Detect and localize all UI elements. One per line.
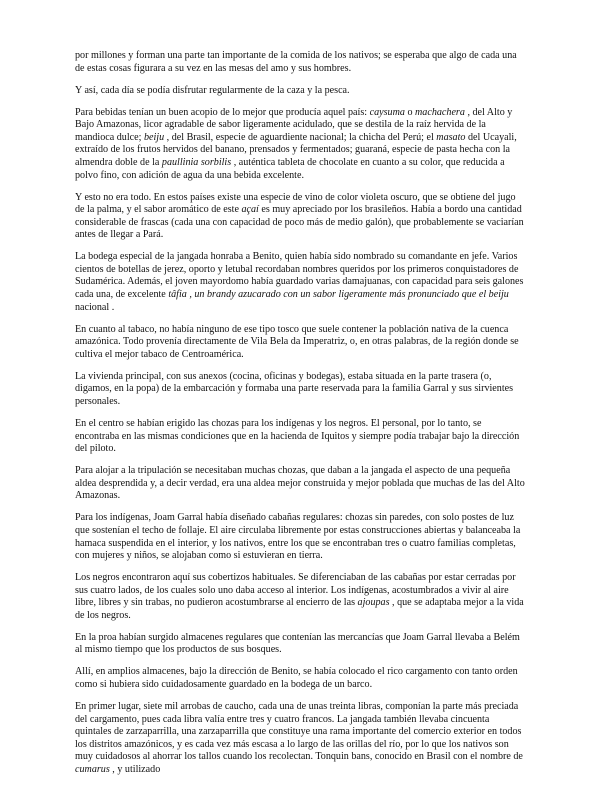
body-paragraph [75, 666, 527, 691]
body-paragraph [75, 418, 527, 456]
body-paragraph [75, 465, 527, 503]
paragraph-text: es muy apreciado por los brasileños. Había a bordo una cantidad considerable de frascas (cada una con capacidad de poco más de medio galón), que probablemente se vaciarían antes de llegar a Pará. [75, 204, 524, 241]
paragraph-text: Allí, en amplios almacenes, bajo la dirección de Benito, se había colocado el rico cargamento con tanto orden como si hubiera sido cuidadosamente guardado en la bodega de un barco. [75, 666, 518, 691]
italic-term: caysuma [369, 106, 405, 118]
paragraph-text: por millones y forman una parte tan importante de la comida de los nativos; se esperaba que algo de cada una de estas cosas figurara a su vez en las mesas del amo y sus hombres. [75, 50, 517, 74]
paragraph-text: Los negros encontraron aquí sus cobertizos habituales. Se diferenciaban de las cabañas por estar cerradas por sus cuatro lados, de los cuales solo uno daba acceso al interior. Los indígenas, acostumbrados a vivir al aire libre, libres y sin trabas, no pudieron acostumbrarse al encierro de las [75, 572, 516, 609]
body-paragraph [75, 371, 527, 409]
paragraph-text: , y utilizado [109, 763, 161, 775]
body-paragraph [75, 632, 527, 657]
body-paragraph [75, 50, 527, 75]
italic-term: masato [436, 131, 466, 143]
paragraph-text: En primer lugar, siete mil arrobas de caucho, cada una de unas treinta libras, componían la parte más preciada del cargamento, pues cada libra valía entre tres y cuatro francos. La jangada también llevaba cincuenta quintales de zarzaparrilla, una zarzaparrilla que constituye una rama importante del comercio exterior en todos los distritos amazónicos, y es cada vez más escasa a lo largo de las orillas del río, por lo que los nativos son muy cuidadosos al ahorrar los tallos cuando los recolectan. Tonquin bans, conocido en Brasil con el nombre de [75, 701, 523, 763]
paragraph-text: En la proa habían surgido almacenes regulares que contenían las mercancías que Joam Garral llevaba a Belém al mismo tiempo que los productos de sus bosques. [75, 631, 520, 656]
paragraph-text: Para bebidas tenían un buen acopio de lo mejor que producía aquel país: [75, 106, 370, 118]
paragraph-text: La vivienda principal, con sus anexos (cocina, oficinas y bodegas), estaba situada en la parte trasera (o, digamos, en la popa) de la embarcación y formaba una parte reservada para la familia Garral y sus sirvientes personales. [75, 370, 514, 407]
body-paragraph [75, 192, 527, 242]
paragraph-text: , del Alto y Bajo Amazonas, licor agradable de sabor ligeramente acidulado, que se destila de la raíz hervida de la mandioca dulce; [75, 106, 513, 143]
body-paragraph [75, 251, 527, 314]
italic-term: machachera [415, 106, 465, 118]
italic-term: tâfia , un brandy azucarado con un sabor ligeramente más pronunciado que el beiju [168, 289, 509, 301]
body-paragraph [75, 85, 527, 98]
italic-term: beiju [143, 131, 165, 143]
paragraph-text: del Ucayali, extraído de los frutos hervidos del banano, prensados y fermentados; guaraná, especie de pasta hecha con la almendra doble de la [75, 131, 517, 168]
paragraph-text: La bodega especial de la jangada honraba a Benito, quien había sido nombrado su comandante en jefe. Varios cientos de botellas de jerez, oporto y letubal recordaban nombres queridos por los primeros conquistadores de Sudamérica. Además, el joven mayordomo había guardado varias damajuanas, con capacidad para seis galones cada una, de excelente [75, 251, 524, 301]
document-page [75, 50, 527, 786]
body-paragraph [75, 512, 527, 562]
paragraph-text: Para alojar a la tripulación se necesitaban muchas chozas, que daban a la jangada el aspecto de una pequeña aldea desprendida y, a decir verdad, era una aldea mejor construida y mejor poblada que muchas de las del Alto Amazonas. [75, 465, 525, 502]
paragraph-text: , que se adaptaba mejor a la vida de los negros. [75, 597, 524, 621]
paragraph-text: Y esto no era todo. En estos países existe una especie de vino de color violeta oscuro, que se obtiene del jugo de la palma, y el sabor aromático de este [75, 191, 516, 216]
paragraph-text: , auténtica tableta de chocolate en cuanto a su color, que reducida a polvo fino, con adición de agua da una bebida excelente. [75, 156, 505, 181]
paragraph-text: o [404, 106, 416, 118]
paragraph-text: nacional . [75, 301, 115, 313]
paragraph-text: Para los indígenas, Joam Garral había diseñado cabañas regulares: chozas sin paredes, con solo postes de luz que sostenían el techo de follaje. El aire circulaba libremente por estas construcciones abiertas y balanceaba la hamaca suspendida en el interior, y los nativos, entre los que se encontraban tres o cuatro familias completas, con mujeres y niños, se alojaban como si estuvieran en tierra. [75, 512, 521, 562]
body-paragraph [75, 572, 527, 622]
paragraph-text: En el centro se habían erigido las chozas para los indígenas y los negros. El personal, por lo tanto, se encontraba en las mismas condiciones que en la hacienda de Iquitos y siempre podía trabajar bajo la dirección del piloto. [75, 417, 520, 455]
paragraph-text: Y así, cada día se podía disfrutar regularmente de la caza y la pesca. [75, 84, 350, 96]
paragraph-text: , del Brasil, especie de aguardiente nacional; la chicha del Perú; el [164, 131, 437, 143]
italic-term: açaí [241, 204, 259, 216]
body-paragraph [75, 107, 527, 183]
body-paragraph [75, 324, 527, 362]
italic-term: cumarus [75, 763, 110, 775]
italic-term: paullinia sorbilis [161, 156, 232, 168]
italic-term: ajoupas [357, 597, 390, 609]
body-paragraph [75, 701, 527, 777]
paragraph-text: En cuanto al tabaco, no había ninguno de ese tipo tosco que suele contener la población nativa de la cuenca amazónica. Todo provenía directamente de Vila Bela da Imperatriz, o, en otras palabras, de la región donde se cultiva el mejor tabaco de Centroamérica. [75, 323, 519, 360]
